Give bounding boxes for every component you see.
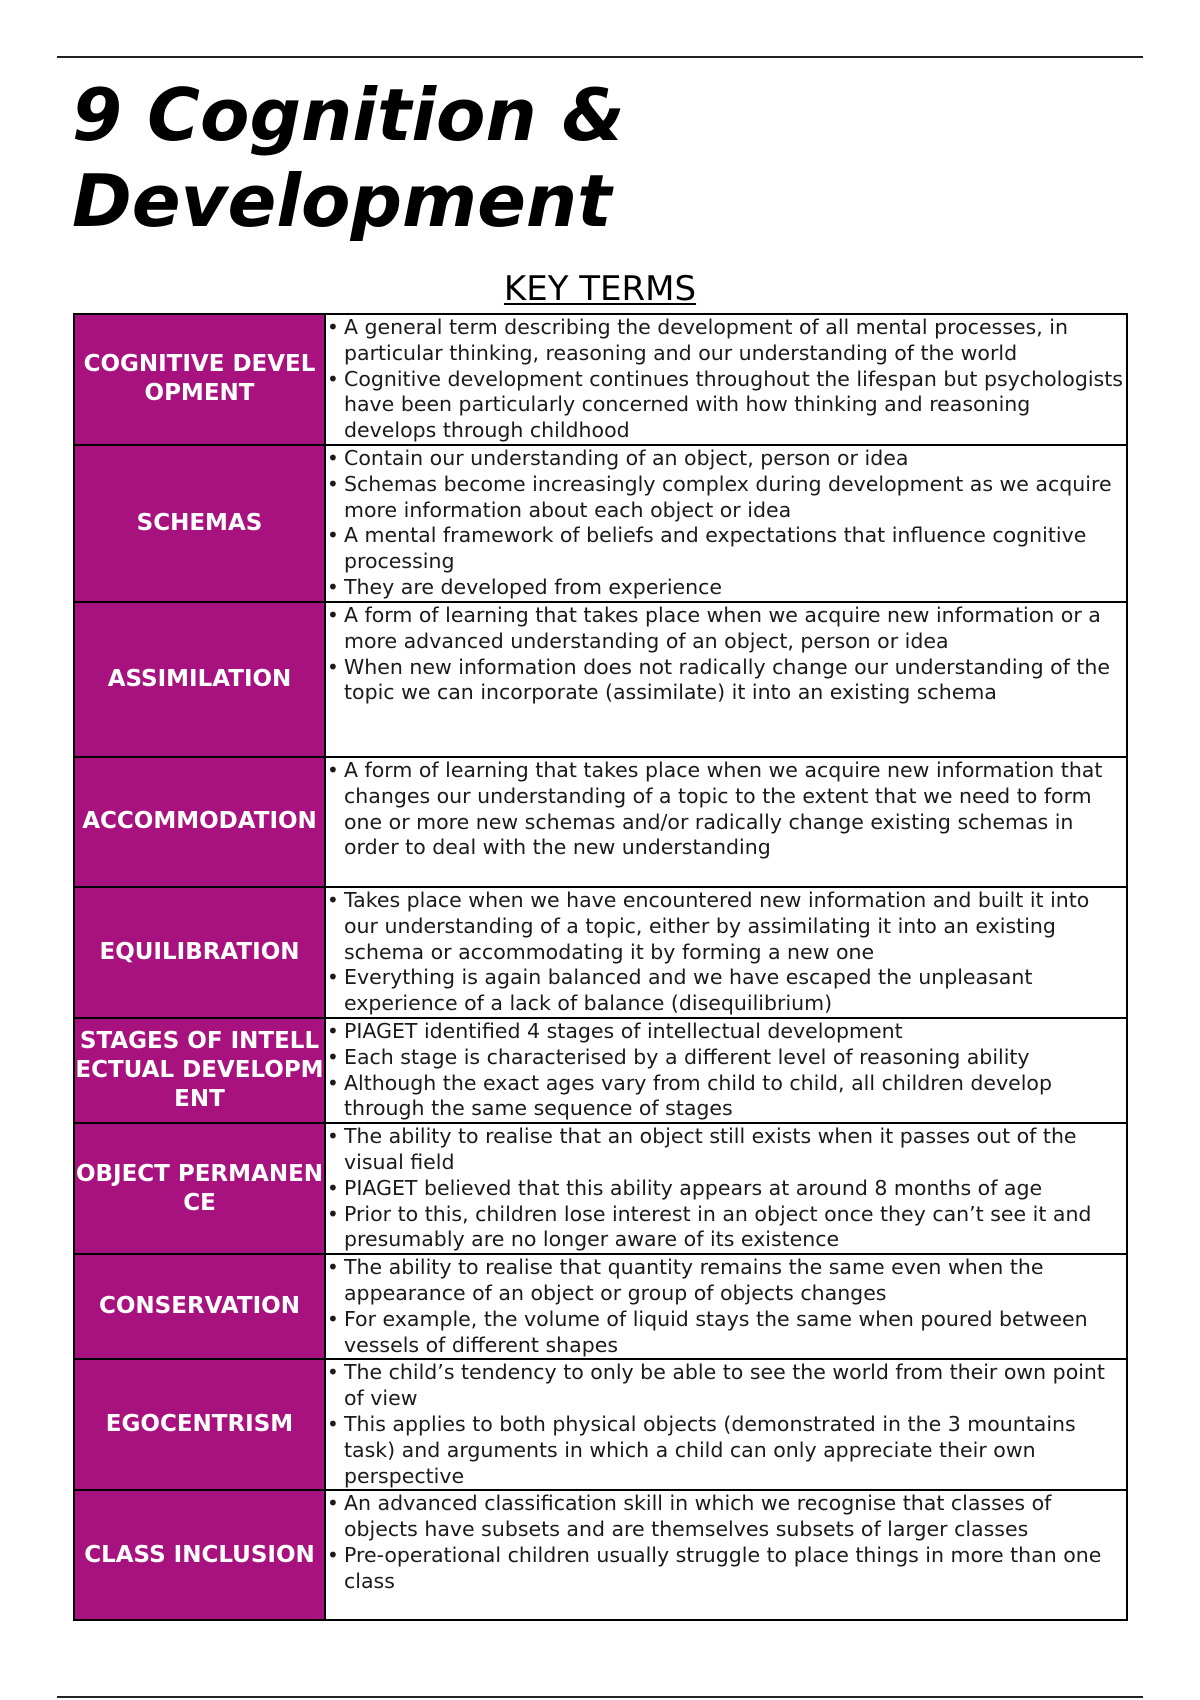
key-term-row [74, 1490, 1127, 1620]
definition-list [326, 1255, 1126, 1358]
key-term-label: CONSERVATION [74, 1254, 325, 1359]
key-term-row [74, 314, 1127, 445]
definition-list [326, 888, 1126, 1017]
key-term-row [74, 1018, 1127, 1123]
definition-list [326, 1124, 1126, 1253]
key-term-label: CLASS INCLUSION [74, 1490, 325, 1620]
key-term-definition-cell [325, 445, 1127, 602]
definition-bullet: • Although the exact ages vary from child to child, all children develop through the same sequence of stages [326, 1071, 1126, 1123]
definition-list [326, 603, 1126, 706]
definition-list [326, 315, 1126, 444]
key-terms-table-body [74, 314, 1127, 1620]
definition-bullet: • The child’s tendency to only be able to see the world from their own point of view [326, 1360, 1126, 1412]
definition-list [326, 446, 1126, 601]
definition-bullet: • A form of learning that takes place when we acquire new information that changes our understanding of a topic to the extent that we need to form one or more new schemas and/or radically change existing schemas in order to deal with the new understanding [326, 758, 1126, 861]
key-term-definition-cell [325, 1123, 1127, 1254]
key-term-label: OBJECT PERMANENCE [74, 1123, 325, 1254]
page-title [72, 72, 625, 244]
definition-bullet: • PIAGET believed that this ability appears at around 8 months of age [326, 1176, 1126, 1202]
key-terms-table [73, 313, 1128, 1621]
key-term-definition-cell [325, 1018, 1127, 1123]
definition-bullet: • A general term describing the development of all mental processes, in particular thinking, reasoning and our understanding of the world [326, 315, 1126, 367]
key-term-label: EQUILIBRATION [74, 887, 325, 1018]
key-term-definition-cell [325, 887, 1127, 1018]
key-terms-heading: KEY TERMS [503, 269, 697, 309]
definition-bullet: • The ability to realise that an object still exists when it passes out of the visual field [326, 1124, 1126, 1176]
definition-bullet: • A mental framework of beliefs and expectations that influence cognitive processing [326, 523, 1126, 575]
page-title-line-2: Development [72, 159, 612, 243]
definition-list [326, 758, 1126, 861]
key-term-label: ACCOMMODATION [74, 757, 325, 887]
definition-bullet: • Everything is again balanced and we have escaped the unpleasant experience of a lack of balance (disequilibrium) [326, 965, 1126, 1017]
definition-bullet: • Contain our understanding of an object, person or idea [326, 446, 1126, 472]
key-term-definition-cell [325, 1254, 1127, 1359]
definition-bullet: • An advanced classification skill in which we recognise that classes of objects have subsets and are themselves subsets of larger classes [326, 1491, 1126, 1543]
definition-bullet: • A form of learning that takes place when we acquire new information or a more advanced understanding of an object, person or idea [326, 603, 1126, 655]
key-term-row [74, 887, 1127, 1018]
definition-bullet: • This applies to both physical objects (demonstrated in the 3 mountains task) and arguments in which a child can only appreciate their own perspective [326, 1412, 1126, 1489]
definition-bullet: • Each stage is characterised by a different level of reasoning ability [326, 1045, 1126, 1071]
key-term-definition-cell [325, 757, 1127, 887]
key-term-definition-cell [325, 602, 1127, 757]
page-title-line-1: 9 Cognition & [72, 73, 625, 157]
key-term-row [74, 1359, 1127, 1490]
key-term-row [74, 602, 1127, 757]
definition-bullet: • The ability to realise that quantity remains the same even when the appearance of an object or group of objects changes [326, 1255, 1126, 1307]
key-term-label: ASSIMILATION [74, 602, 325, 757]
key-term-label: COGNITIVE DEVELOPMENT [74, 314, 325, 445]
definition-list [326, 1019, 1126, 1122]
key-term-definition-cell [325, 1359, 1127, 1490]
key-term-row [74, 757, 1127, 887]
key-term-row [74, 1123, 1127, 1254]
key-term-label: STAGES OF INTELLECTUAL DEVELOPMENT [74, 1018, 325, 1123]
bottom-rule [57, 1696, 1143, 1698]
definition-bullet: • When new information does not radically change our understanding of the topic we can incorporate (assimilate) it into an existing schema [326, 655, 1126, 707]
definition-list [326, 1491, 1126, 1594]
definition-bullet: • Schemas become increasingly complex during development as we acquire more information about each object or idea [326, 472, 1126, 524]
definition-bullet: • Prior to this, children lose interest in an object once they can’t see it and presumably are no longer aware of its existence [326, 1202, 1126, 1254]
key-term-row [74, 445, 1127, 602]
key-term-label: SCHEMAS [74, 445, 325, 602]
definition-bullet: • PIAGET identified 4 stages of intellectual development [326, 1019, 1126, 1045]
top-rule [57, 56, 1143, 58]
key-term-row [74, 1254, 1127, 1359]
definition-bullet: • For example, the volume of liquid stays the same when poured between vessels of different shapes [326, 1307, 1126, 1359]
key-term-definition-cell [325, 1490, 1127, 1620]
key-term-definition-cell [325, 314, 1127, 445]
definition-list [326, 1360, 1126, 1489]
definition-bullet: • Pre-operational children usually struggle to place things in more than one class [326, 1543, 1126, 1595]
definition-bullet: • They are developed from experience [326, 575, 1126, 601]
definition-bullet: • Takes place when we have encountered new information and built it into our understanding of a topic, either by assimilating it into an existing schema or accommodating it by forming a new one [326, 888, 1126, 965]
definition-bullet: • Cognitive development continues throughout the lifespan but psychologists have been particularly concerned with how thinking and reasoning develops through childhood [326, 367, 1126, 444]
key-term-label: EGOCENTRISM [74, 1359, 325, 1490]
